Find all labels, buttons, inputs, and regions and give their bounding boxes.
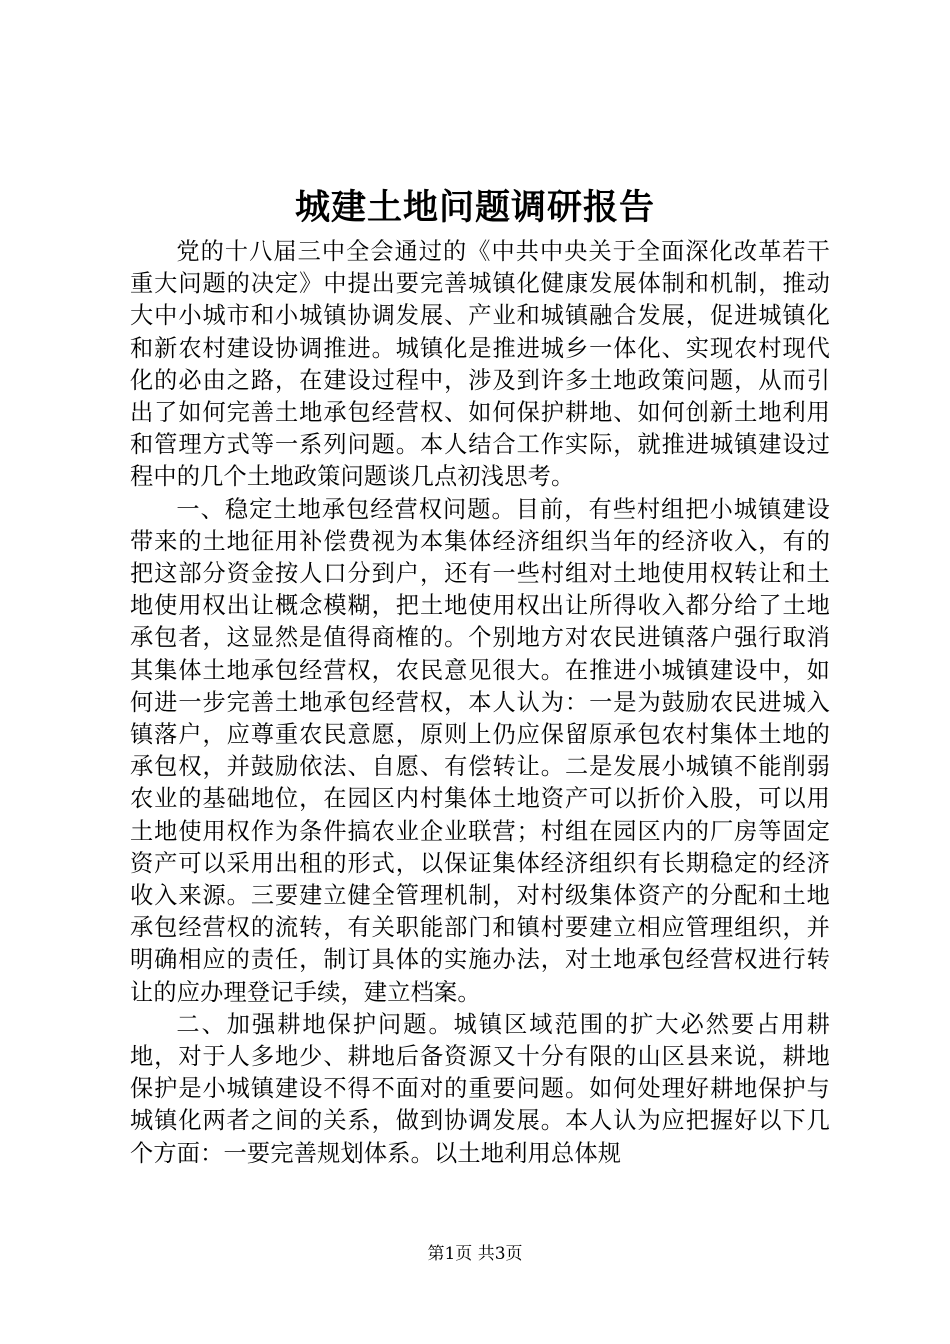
document-body: [130, 236, 830, 1170]
page-number-footer: 第1页 共3页: [427, 1244, 523, 1264]
paragraph-section-2: 二、加强耕地保护问题。城镇区域范围的扩大必然要占用耕地，对于人多地少、耕地后备资源又十分有限的山区县来说，耕地保护是小城镇建设不得不面对的重要问题。如何处理好耕地保护与城镇化两者之间的关系，做到协调发展。本人认为应把握好以下几个方面：一要完善规划体系。以土地利用总体规: [130, 1010, 830, 1167]
paragraph-intro: 党的十八届三中全会通过的《中共中央关于全面深化改革若干重大问题的决定》中提出要完善城镇化健康发展体制和机制，推动大中小城市和小城镇协调发展、产业和城镇融合发展，促进城镇化和新农村建设协调推进。城镇化是推进城乡一体化、实现农村现代化的必由之路，在建设过程中，涉及到许多土地政策问题，从而引出了如何完善土地承包经营权、如何保护耕地、如何创新土地利用和管理方式等一系列问题。本人结合工作实际，就推进城镇建设过程中的几个土地政策问题谈几点初浅思考。: [130, 238, 830, 491]
paragraph-section-1: 一、稳定土地承包经营权问题。目前，有些村组把小城镇建设带来的土地征用补偿费视为本集体经济组织当年的经济收入，有的把这部分资金按人口分到户，还有一些村组对土地使用权转让和土地使用权出让概念模糊，把土地使用权出让所得收入都分给了土地承包者，这显然是值得商榷的。个别地方对农民进镇落户强行取消其集体土地承包经营权，农民意见很大。在推进小城镇建设中，如何进一步完善土地承包经营权，本人认为：一是为鼓励农民进城入镇落户，应尊重农民意愿，原则上仍应保留原承包农村集体土地的承包权，并鼓励依法、自愿、有偿转让。二是发展小城镇不能削弱农业的基础地位，在园区内村集体土地资产可以折价入股，可以用土地使用权作为条件搞农业企业联营；村组在园区内的厂房等固定资产可以采用出租的形式，以保证集体经济组织有长期稳定的经济收入来源。三要建立健全管理机制，对村级集体资产的分配和土地承包经营权的流转，有关职能部门和镇村要建立相应管理组织，并明确相应的责任，制订具体的实施办法，对土地承包经营权进行转让的应办理登记手续，建立档案。: [130, 495, 830, 1006]
document-title: 城建土地问题调研报告: [294, 187, 655, 228]
